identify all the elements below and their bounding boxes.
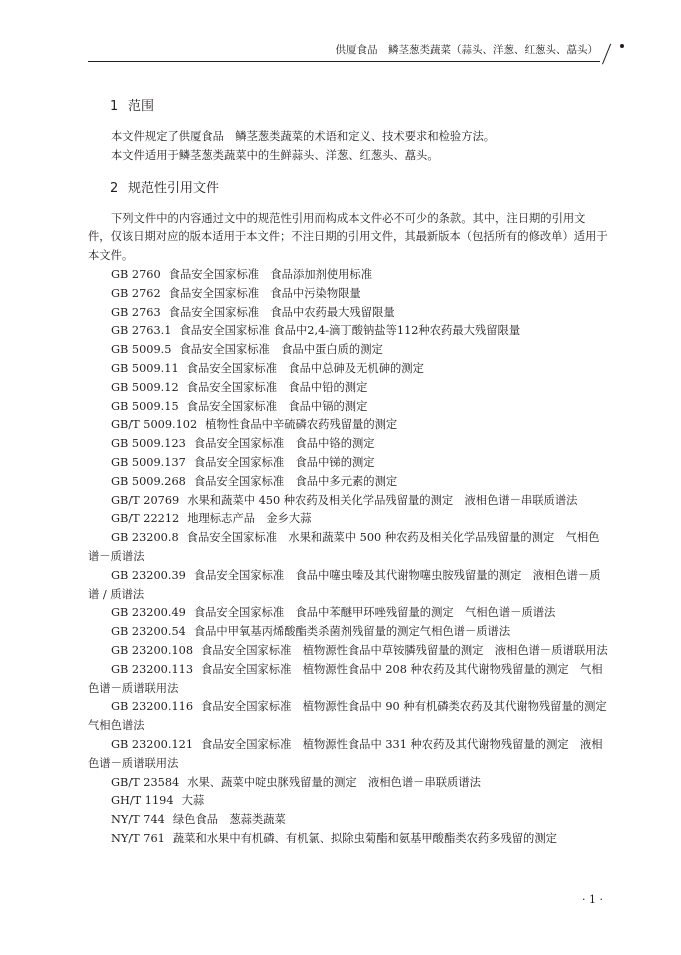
reference-title: 食品安全国家标准 植物源性食品中 331 种农药及其代谢物残留量的测定 液相色谱－质谱联用法 (88, 737, 603, 770)
scope-paragraph-1: 本文件规定了供厦食品 鳞茎葱类蔬菜的术语和定义、技术要求和检验方法。 (111, 130, 496, 143)
reference-code: NY/T 744 (111, 813, 165, 827)
reference-title: 食品安全国家标准 食品中污染物限量 (168, 286, 361, 300)
reference-code: GB/T 22212 (111, 512, 180, 526)
reference-code: GB/T 20769 (111, 493, 180, 507)
reference-title: 食品安全国家标准 食品添加剂使用标准 (168, 267, 373, 281)
reference-item (88, 304, 608, 323)
reference-item (88, 698, 608, 736)
document-body (88, 90, 608, 849)
reference-title: 食品安全国家标准 食品中2,4-滴丁酸钠盐等112种农药最大残留限量 (179, 324, 521, 338)
reference-code: GB 23200.108 (111, 643, 194, 657)
reference-item (88, 454, 608, 473)
reference-item (88, 266, 608, 285)
running-header (88, 36, 608, 60)
reference-title: 食品安全国家标准 食品中蛋白质的测定 (179, 343, 383, 357)
reference-item (88, 510, 608, 529)
header-title: 供厦食品 鳞茎葱类蔬菜（蒜头、洋葱、红葱头、藠头） (335, 44, 598, 56)
section-1-title: 范围 (128, 99, 155, 114)
section-1-heading (110, 98, 608, 116)
reference-item (88, 604, 608, 623)
reference-item (88, 360, 608, 379)
reference-code: GB 5009.12 (111, 380, 179, 394)
reference-code: GB/T 23584 (111, 775, 180, 789)
reference-code: GB 2763.1 (111, 324, 172, 338)
reference-title: 食品安全国家标准 食品中总砷及无机砷的测定 (186, 361, 424, 375)
reference-code: NY/T 761 (111, 831, 165, 845)
reference-code: GB/T 5009.102 (111, 418, 198, 432)
reference-title: 水果、蔬菜中啶虫脒残留量的测定 液相色谱－串联质谱法 (187, 775, 481, 789)
normative-reference-list (88, 266, 608, 849)
section-2-number: 2 (110, 180, 119, 196)
reference-title: 食品中甲氧基丙烯酸酯类杀菌剂残留量的测定气相色谱－质谱法 (193, 625, 511, 639)
reference-code: GB 23200.39 (111, 568, 186, 582)
reference-code: GB 2763 (111, 305, 161, 319)
reference-item (88, 529, 608, 567)
reference-item (88, 811, 608, 830)
reference-code: GB 5009.268 (111, 474, 186, 488)
reference-title: 食品安全国家标准 食品中铅的测定 (186, 380, 368, 394)
reference-title: 食品安全国家标准 植物源性食品中草铵膦残留量的测定 液相色谱－质谱联用法 (201, 643, 608, 657)
reference-code: GH/T 1194 (111, 794, 174, 808)
header-rule (88, 61, 600, 62)
references-intro-paragraph: 下列文件中的内容通过文中的规范性引用而构成本文件必不可少的条款。其中，注日期的引用文件，仅该日期对应的版本适用于本文件；不注日期的引用文件，其最新版本（包括所有的修改单）适用于本文件。 (88, 211, 608, 263)
reference-code: GB 23200.113 (111, 662, 194, 676)
scope-paragraph-2: 本文件适用于鳞茎葱类蔬菜中的生鲜蒜头、洋葱、红葱头、藠头。 (111, 148, 439, 162)
page-number: · 1 · (582, 893, 603, 906)
reference-item (88, 341, 608, 360)
reference-item (88, 398, 608, 417)
reference-item (88, 792, 608, 811)
reference-title: 大蒜 (181, 794, 205, 808)
reference-title: 食品安全国家标准 食品中噻虫嗪及其代谢物噻虫胺残留量的测定 液相色谱－质谱 / 质谱法 (88, 568, 601, 601)
reference-code: GB 5009.15 (111, 399, 179, 413)
reference-code: GB 23200.49 (111, 606, 186, 620)
reference-item (88, 623, 608, 642)
reference-item (88, 416, 608, 435)
section-2-heading (110, 180, 608, 198)
reference-title: 水果和蔬菜中 450 种农药及相关化学品残留量的测定 液相色谱－串联质谱法 (187, 493, 578, 507)
section-1-number: 1 (110, 99, 119, 114)
reference-title: 食品安全国家标准 食品中多元素的测定 (193, 474, 398, 488)
reference-code: GB 23200.116 (111, 700, 194, 714)
reference-title: 植物性食品中辛硫磷农药残留量的测定 (205, 418, 398, 432)
reference-item (88, 567, 608, 605)
reference-title: 食品安全国家标准 食品中苯醚甲环唑残留量的测定 气相色谱－质谱法 (193, 606, 556, 620)
header-slash-decoration (602, 44, 611, 65)
reference-code: GB 2762 (111, 286, 161, 300)
reference-item (88, 774, 608, 793)
reference-code: GB 5009.5 (111, 343, 172, 357)
header-dot-decoration (620, 44, 624, 48)
reference-code: GB 23200.121 (111, 737, 194, 751)
reference-item (88, 285, 608, 304)
reference-code: GB 2760 (111, 267, 161, 281)
reference-item (88, 473, 608, 492)
reference-title: 食品安全国家标准 水果和蔬菜中 500 种农药及相关化学品残留量的测定 气相色谱－质谱法 (88, 531, 600, 563)
reference-item (88, 322, 608, 341)
reference-title: 食品安全国家标准 食品中锑的测定 (193, 455, 375, 469)
reference-code: GB 5009.11 (111, 361, 179, 375)
reference-title: 绿色食品 葱蒜类蔬菜 (172, 813, 286, 827)
reference-item (88, 830, 608, 849)
reference-title: 食品安全国家标准 食品中农药最大残留限量 (168, 305, 395, 319)
reference-item (88, 435, 608, 454)
reference-code: GB 5009.123 (111, 437, 186, 451)
reference-code: GB 23200.8 (111, 531, 179, 545)
reference-title: 地理标志产品 金乡大蒜 (187, 512, 312, 526)
reference-title: 食品安全国家标准 植物源性食品中 208 种农药及其代谢物残留量的测定 气相色谱－质谱联用法 (88, 662, 603, 695)
reference-item (88, 492, 608, 511)
section-2-title: 规范性引用文件 (128, 180, 220, 196)
reference-title: 蔬菜和水果中有机磷、有机氯、拟除虫菊酯和氨基甲酸酯类农药多残留的测定 (172, 831, 557, 845)
reference-title: 食品安全国家标准 食品中镉的测定 (186, 399, 368, 413)
reference-item (88, 736, 608, 774)
reference-title: 食品安全国家标准 植物源性食品中 90 种有机磷类农药及其代谢物残留量的测定气相色谱法 (88, 700, 607, 733)
reference-item (88, 379, 608, 398)
reference-title: 食品安全国家标准 食品中铬的测定 (193, 437, 375, 451)
reference-item (88, 661, 608, 699)
reference-code: GB 5009.137 (111, 455, 186, 469)
reference-item (88, 642, 608, 661)
reference-code: GB 23200.54 (111, 625, 186, 639)
